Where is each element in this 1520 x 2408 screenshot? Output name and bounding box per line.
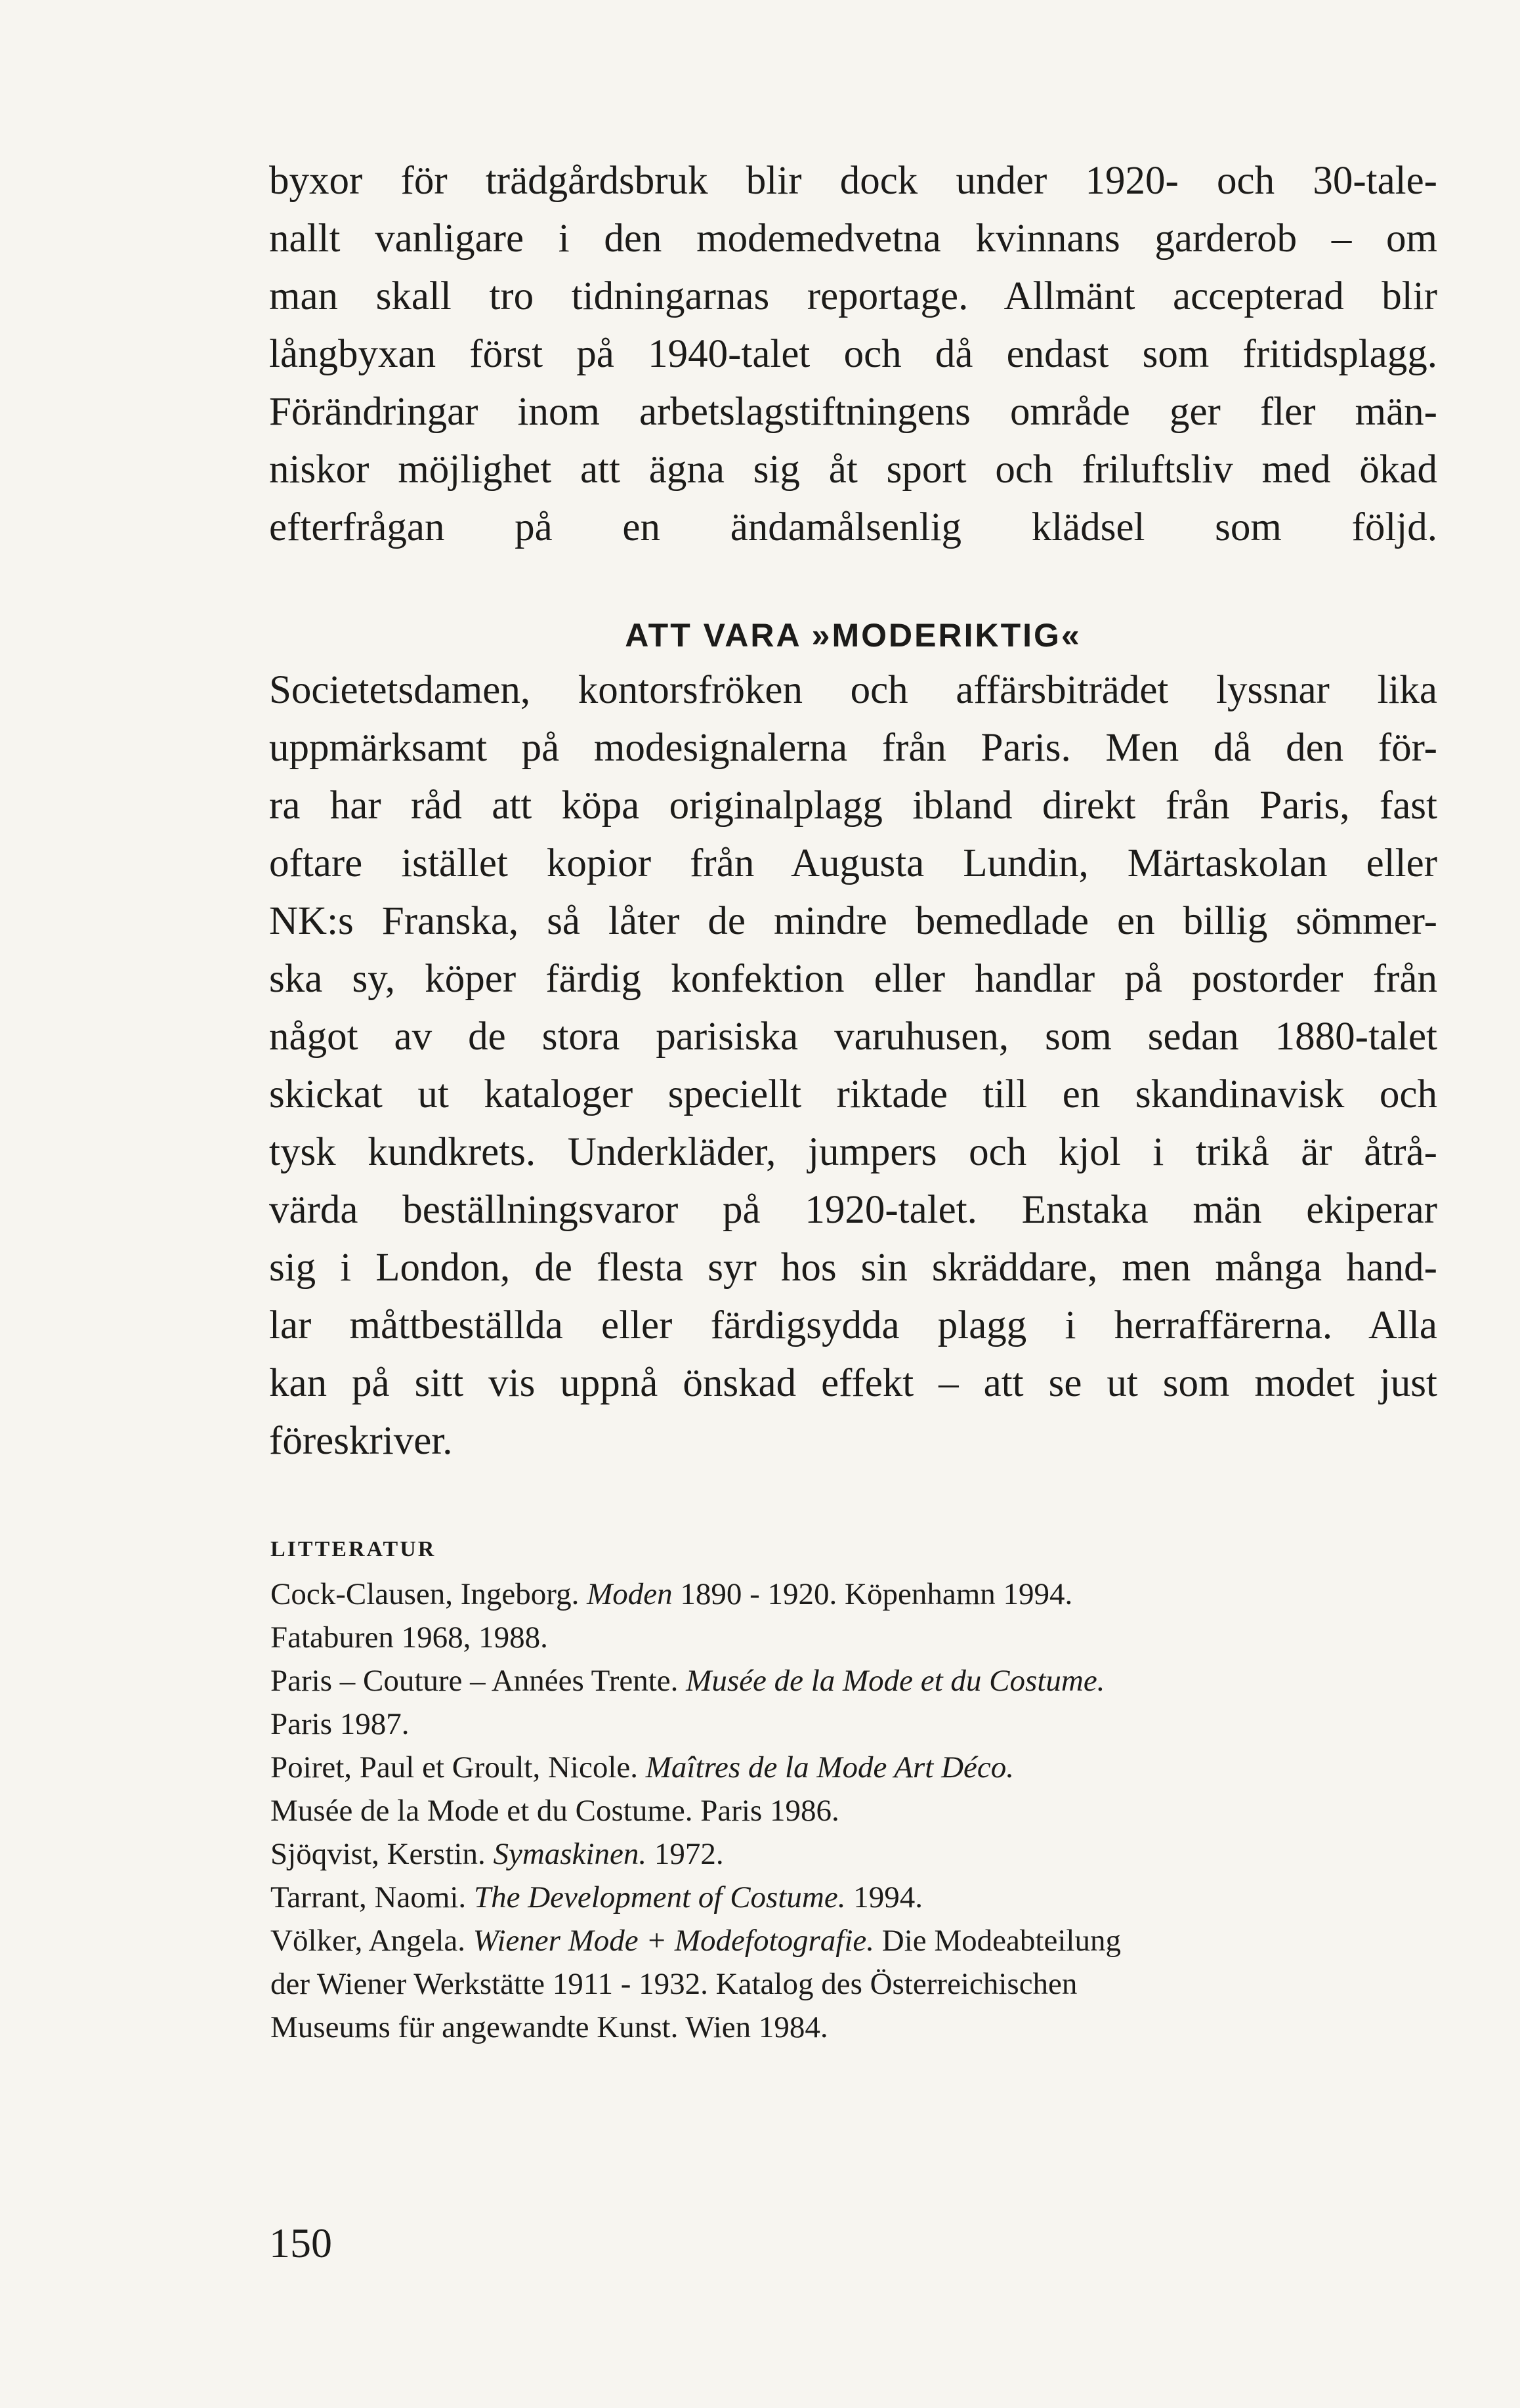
- literature-entry: Sjöqvist, Kerstin. Symaskinen. 1972.: [270, 1837, 724, 1871]
- literature-entry: Tarrant, Naomi. The Development of Costume. 1994.: [270, 1880, 923, 1914]
- text-line: uppmärksamt på modesignalerna från Paris. Men då den för-: [269, 726, 1437, 770]
- literature-entry: Musée de la Mode et du Costume. Paris 1986.: [270, 1794, 839, 1828]
- text-line: man skall tro tidningarnas reportage. Allmänt accepterad blir: [269, 274, 1437, 318]
- text-line: Förändringar inom arbetslagstiftningens område ger fler män-: [269, 390, 1437, 434]
- literature-entry: Poiret, Paul et Groult, Nicole. Maîtres de la Mode Art Déco.: [270, 1750, 1015, 1785]
- literature-heading: LITTERATUR: [270, 1537, 436, 1561]
- text-line: något av de stora parisiska varuhusen, som sedan 1880-talet: [269, 1015, 1437, 1059]
- text-line: Societetsdamen, kontorsfröken och affärsbiträdet lyssnar lika: [269, 668, 1437, 712]
- text-line: byxor för trädgårdsbruk blir dock under 1920- och 30-tale-: [269, 159, 1437, 203]
- text-line: lar måttbeställda eller färdigsydda plagg i herraffärerna. Alla: [269, 1303, 1437, 1347]
- literature-entry: Paris – Couture – Années Trente. Musée de la Mode et du Costume.: [270, 1664, 1105, 1698]
- literature-entry: Völker, Angela. Wiener Mode + Modefotografie. Die Modeabteilung: [270, 1924, 1121, 1958]
- text-line: värda beställningsvaror på 1920-talet. Enstaka män ekiperar: [269, 1188, 1437, 1232]
- body-paragraph-1: [269, 152, 1437, 557]
- text-line: tysk kundkrets. Underkläder, jumpers och kjol i trikå är åtrå-: [269, 1130, 1437, 1174]
- text-line: skickat ut kataloger speciellt riktade till en skandinavisk och: [269, 1072, 1437, 1116]
- text-line: kan på sitt vis uppnå önskad effekt – att se ut som modet just: [269, 1361, 1437, 1405]
- text-line: föreskriver.: [269, 1419, 453, 1463]
- page-number: 150: [269, 2220, 332, 2266]
- text-line: ska sy, köper färdig konfektion eller handlar på postorder från: [269, 957, 1437, 1001]
- literature-list: [270, 1573, 1439, 2049]
- literature-entry: Museums für angewandte Kunst. Wien 1984.: [270, 2010, 828, 2044]
- section-heading: ATT VARA »MODERIKTIG«: [625, 617, 1082, 654]
- text-line: nallt vanligare i den modemedvetna kvinnans garderob – om: [269, 217, 1437, 261]
- text-line: NK:s Franska, så låter de mindre bemedlade en billig sömmer-: [269, 899, 1437, 943]
- literature-entry: der Wiener Werkstätte 1911 - 1932. Katalog des Österreichischen: [270, 1967, 1078, 2001]
- text-line: ra har råd att köpa originalplagg ibland direkt från Paris, fast: [269, 784, 1437, 828]
- literature-entry: Fataburen 1968, 1988.: [270, 1620, 548, 1655]
- text-line: oftare istället kopior från Augusta Lundin, Märtaskolan eller: [269, 841, 1437, 885]
- literature-entry: Paris 1987.: [270, 1707, 410, 1741]
- text-line: niskor möjlighet att ägna sig åt sport och friluftsliv med ökad: [269, 448, 1437, 492]
- body-paragraph-2: [269, 662, 1437, 1470]
- text-line: sig i London, de flesta syr hos sin skräddare, men många hand-: [269, 1246, 1437, 1290]
- literature-entry: Cock-Clausen, Ingeborg. Moden 1890 - 1920. Köpenhamn 1994.: [270, 1577, 1073, 1611]
- text-line: långbyxan först på 1940-talet och då endast som fritidsplagg.: [269, 332, 1437, 376]
- text-line: efterfrågan på en ändamålsenlig klädsel som följd.: [269, 505, 1437, 549]
